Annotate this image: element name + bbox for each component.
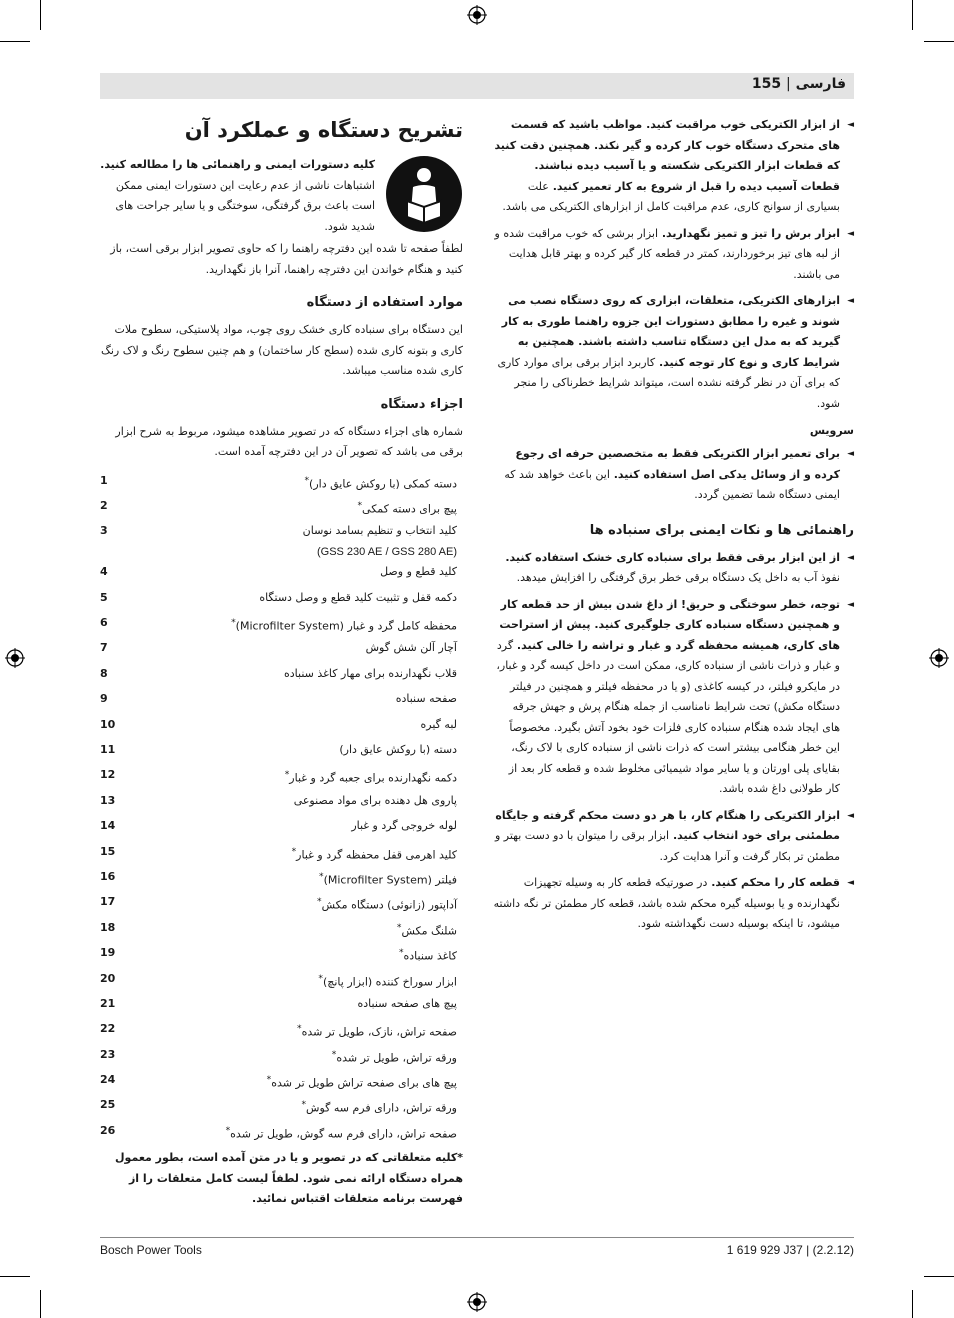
parts-list-item: [100, 638, 463, 663]
crop-mark: [912, 0, 913, 30]
parts-list-item: [100, 943, 463, 968]
usage-heading: موارد استفاده از دستگاه: [306, 295, 463, 310]
bullet-item: [492, 548, 854, 589]
crop-mark: [912, 1290, 913, 1318]
part-number: 20: [100, 971, 116, 985]
part-footnote-star: *: [231, 617, 236, 629]
part-description: [122, 471, 463, 495]
part-text: دکمه قفل و تثبیت کلید قطع و وصل دستگاه: [259, 590, 457, 604]
parts-heading: اجزاء دستگاه: [380, 396, 463, 412]
parts-list-item: [100, 562, 463, 587]
parts-list-item: [100, 496, 463, 521]
header-separator: |: [785, 76, 791, 92]
part-description: [122, 918, 463, 942]
part-text: قلاب نگهدارنده برای مهار کاغذ سنباده: [283, 666, 457, 680]
part-number: 19: [100, 946, 116, 960]
page-title: تشریح دستگاه و عملکرد آن: [184, 118, 463, 142]
part-footnote-star: *: [266, 1074, 272, 1086]
bullet-bold-text: از این ابزار برقی فقط برای سنباده کاری خشک استفاده کنید.: [505, 550, 840, 564]
part-description: [122, 740, 463, 761]
parts-list-item: [100, 994, 463, 1019]
part-text: صفحه تراش، نازک، طویل تر شده: [301, 1025, 457, 1039]
part-description: [122, 638, 463, 659]
bullet-bold-text: از ابزار الکتریکی خوب مراقبت کنید. مواظب باشید که قسمت های متحرک دستگاه خوب کار کرده و گیر نکند. همچنین دقت کنید که قطعات ابزار الکتریکی شکسته و یا آسیب دیده نباشند. قطعات آسیب دیده را قبل از شروع به کار تعمیر کنید.: [494, 118, 840, 193]
part-number: 13: [100, 793, 116, 807]
crop-mark: [40, 0, 41, 30]
part-text: کلید انتخاب و تنظیم بسامد نوسان: [302, 524, 457, 538]
part-description: [122, 521, 463, 562]
part-number: 17: [100, 895, 116, 909]
part-number: 22: [100, 1022, 116, 1036]
part-number: 26: [100, 1123, 116, 1137]
part-footnote-star: *: [331, 1048, 337, 1060]
footer-doc-id: 1 619 929 J37 | (2.2.12): [726, 1243, 854, 1257]
footer-brand: Bosch Power Tools: [100, 1243, 202, 1257]
bullet-item: [492, 595, 854, 800]
part-description: [122, 765, 463, 789]
part-footnote-star: *: [301, 1099, 307, 1111]
part-text: کلید اهرمی قفل محفظه گرد و غبار: [296, 848, 457, 862]
triangle-bullet-icon: ◄: [847, 810, 854, 821]
part-footnote-star: *: [317, 896, 322, 908]
part-number: 9: [100, 692, 108, 706]
bullet-bold-text: ابزارهای الکتریکی، متعلقات، ابزاری که روی دستگاه نصب می شوند و غیره را مطابق دستورات این جزوه راهنما طوری به کار گیرید که به مدل این دستگاه تناسب داشته باشند. همچنین به شرایط کاری و نوع کار توجه کنید.: [501, 294, 840, 369]
footnote: *کلیه متعلقاتی که در تصویر و یا در متن آمده است، بطور معمول همراه دستگاه ارائه نمی شود. لطفاً لیست کامل متعلقات را از فهرست برنامه متعلقات اقتباس نمائید.: [115, 1151, 463, 1206]
registration-mark-icon: [467, 1292, 487, 1312]
part-description: [122, 664, 463, 685]
part-description: [122, 613, 463, 637]
footer-divider: [100, 1237, 854, 1238]
bullet-item: [492, 444, 854, 506]
part-number: 2: [100, 498, 108, 512]
part-text: پیچ های برای صفحه تراش طویل تر شده: [271, 1076, 457, 1090]
part-number: 21: [100, 996, 116, 1010]
part-number: 23: [100, 1047, 116, 1061]
warning-text: [100, 155, 375, 237]
crop-mark: [0, 1276, 30, 1277]
service-bullets: [492, 444, 854, 506]
intro-paragraph: لطفاً صفحه تا شده این دفترچه راهنما را که حاوی تصویر ابزار برقی است، باز کنید و هنگام خواندن این دفترچه راهنما، آنرا باز نگهدارید.: [110, 242, 463, 276]
part-number: 25: [100, 1098, 116, 1112]
warning-normal: اشتباهات ناشی از عدم رعایت این دستورات ایمنی ممکن است باعث برق گرفتگی، سوختگی و یا سایر جراحت های شدید شود.: [115, 178, 375, 233]
part-text: صفحه تراش، دارای فرم سه گوش، طویل تر شده: [230, 1127, 457, 1141]
parts-list-item: [100, 791, 463, 816]
bullet-item: [492, 806, 854, 868]
parts-list-item: [100, 1121, 463, 1146]
parts-list-item: [100, 1045, 463, 1070]
part-description: [122, 496, 463, 520]
parts-list-item: [100, 521, 463, 562]
part-text: فیلتر (Microfilter System): [323, 873, 457, 887]
part-number: 12: [100, 768, 116, 782]
part-footnote-star: *: [284, 769, 290, 781]
parts-list-item: [100, 816, 463, 841]
triangle-bullet-icon: ◄: [847, 120, 854, 130]
registration-mark-icon: [929, 648, 949, 668]
triangle-bullet-icon: ◄: [847, 878, 854, 888]
part-description: [122, 892, 463, 916]
parts-list-item: [100, 740, 463, 765]
bullet-bold-text: توجه، خطر سوختگی و حریق! از داغ شدن بیش از حد قطعه کار و همچنین دستگاه سنباده کاری جلوگیری کنید. پیش از استراحت های کاری، همیشه محفظه گرد و غبار و تراشه را خالی کنید.: [499, 597, 840, 652]
parts-list-item: [100, 588, 463, 613]
bullet-normal-text: ابزار برشی که خوب مراقبت شده و از لبه های تیز برخوردارند، کمتر در قطعه کار گیر کرده و بهتر قابل هدایت می باشند.: [494, 226, 840, 281]
part-number: 8: [100, 666, 108, 680]
parts-list-item: [100, 867, 463, 892]
header-language: فارسی: [795, 76, 846, 92]
part-text: صفحه سنباده: [395, 692, 457, 706]
registration-mark-icon: [5, 648, 25, 668]
parts-list-item: [100, 765, 463, 790]
bullet-bold-text: برای تعمیر ابزار الکتریکی فقط به متخصصین حرفه ای رجوع کرده و از وسائل یدکی اصل استفاده کنید.: [515, 447, 840, 481]
safety-heading: راهنمائی ها و نکات ایمنی برای سنباده ها: [589, 522, 854, 538]
read-manual-icon: [385, 155, 463, 233]
part-text: کلید قطع و وصل: [380, 565, 457, 579]
part-footnote-star: *: [304, 474, 310, 486]
bullet-bold-text: ابزار برش را تیز و تمیز نگهدارید.: [658, 226, 840, 240]
bullet-bold-text: قطعه کار را محکم کنید.: [707, 876, 840, 889]
part-number: 14: [100, 819, 116, 833]
part-number: 4: [100, 565, 108, 579]
crop-mark: [924, 1276, 954, 1277]
service-heading: سرویس: [809, 424, 854, 437]
bullets-top: [492, 115, 854, 414]
part-text: محفظه کامل گرد و غبار (Microfilter System): [235, 619, 457, 633]
part-number: 1: [100, 473, 108, 487]
part-footnote-star: *: [318, 972, 323, 984]
crop-mark: [40, 1290, 41, 1318]
part-footnote-star: *: [357, 499, 363, 511]
page-number: 155: [751, 76, 782, 92]
registration-mark-icon: [467, 5, 487, 25]
part-text: آچار آلن شش گوش: [365, 641, 457, 655]
bullet-item: [492, 291, 854, 414]
safety-bullets: [492, 548, 854, 935]
part-text: پاروی هل دهنده برای مواد مصنوعی: [293, 793, 457, 807]
bullet-normal-text: این باعث خواهد شد که ایمنی دستگاه شما تضمین گردد.: [504, 467, 840, 501]
part-footnote-star: *: [319, 870, 324, 882]
part-description: [122, 1121, 463, 1145]
bullet-normal-text: کاربرد ابزار برقی برای موارد کاری که برای آن در نظر گرفته نشده است، میتواند شرایط خطرناکی را منجر شود.: [497, 355, 840, 410]
part-text: پیچ برای دسته کمکی: [362, 502, 457, 516]
parts-list-item: [100, 842, 463, 867]
bullet-normal-text: نفوذ آب به داخل یک دستگاه برقی خطر برق گرفتگی را افزایش میدهد.: [516, 571, 840, 584]
part-footnote-star: *: [225, 1124, 231, 1136]
part-text: کاغذ سنباده: [403, 949, 457, 963]
page-header: [100, 73, 854, 99]
part-description: [122, 867, 463, 891]
part-description: [122, 689, 463, 710]
bullet-bold-text: ابزار الکتریکی را هنگام کار، با هر دو دست محکم گرفته و جایگاه مطمئنی برای خود انتخاب کنید.: [495, 808, 840, 842]
triangle-bullet-icon: ◄: [847, 599, 854, 610]
bullet-item: [492, 115, 854, 218]
bullet-normal-text: گرد و غبار و ذرات ناشی از سنباده کاری، ممکن است در داخل کیسه گرد و غبار، در مایکرو فیلتر، در کیسه کاغذی (و یا در محفظه فیلتر و همچنین در فیلتر دستگاه مکش) تحت شرایط نامناسب از جمله هنگام پرش و جهش جرقه های ایجاد شده هنگام سنباده کاری فلزات خود بخود آتش بگیرد. مخصوصاً این خطر هنگامی بیشتر است که ذرات ناشی از سنباده کاری با لاک رنگ، بقایای پلی اورتان و یا سایر مواد شیمیائی مخلوط شده و قطعه کار بعد از کار طولانی داغ شده باشد.: [496, 638, 840, 795]
crop-mark: [924, 41, 954, 42]
bullet-normal-text: علت بسیاری از سوانح کاری، عدم مراقبت کامل از ابزارهای الکتریکی می باشد.: [502, 179, 840, 213]
parts-list-item: [100, 471, 463, 496]
part-footnote-star: *: [398, 947, 404, 959]
part-description: [122, 588, 463, 609]
part-number: 7: [100, 641, 108, 655]
part-description: [122, 562, 463, 583]
bullet-item: [492, 224, 854, 286]
part-footnote-star: *: [291, 845, 297, 857]
part-text: ورقه تراش، دارای فرم سه گوش: [306, 1102, 457, 1116]
part-number: 24: [100, 1073, 116, 1087]
bullet-item: [492, 873, 854, 935]
part-description: [122, 969, 463, 993]
part-text: شلنگ مکش: [401, 924, 457, 938]
part-number: 11: [100, 743, 116, 757]
part-description: [122, 943, 463, 967]
bullet-normal-text: در صورتیکه قطعه کار به وسیله تجهیزات نگهدارنده و یا بوسیله گیره محکم شده باشد، قطعه کار مطمئن تر نگه داشته میشود، تا اینکه بوسیله دست نگهداشته شود.: [493, 876, 840, 930]
parts-list-item: [100, 1095, 463, 1120]
part-model-note: (GSS 230 AE / GSS 280 AE): [316, 545, 457, 558]
part-description: [122, 1095, 463, 1119]
parts-list-item: [100, 1019, 463, 1044]
triangle-bullet-icon: ◄: [847, 552, 854, 563]
triangle-bullet-icon: ◄: [847, 449, 854, 459]
part-number: 15: [100, 844, 116, 858]
part-description: [122, 1045, 463, 1069]
part-footnote-star: *: [297, 1023, 302, 1035]
parts-list-item: [100, 918, 463, 943]
part-number: 10: [100, 717, 116, 731]
part-text: لبه گیره: [420, 717, 457, 731]
bullet-normal-text: ابزار برقی را میتوان با دو دست بهتر و مطمئن تر بکار گرفت و آنرا هدایت کرد.: [494, 829, 840, 863]
part-description: [122, 791, 463, 812]
crop-mark: [0, 41, 30, 42]
part-description: [122, 842, 463, 866]
part-number: 16: [100, 869, 116, 883]
parts-list: [100, 471, 463, 1147]
usage-paragraph: این دستگاه برای سنباده کاری خشک روی چوب، مواد پلاستیکی، سطوح ملات کاری و بتونه کاری شده (سطح کار ساختمان) و هم چنین سطوح رنگ و لاک رنگ کاری شده مناسب میباشد.: [101, 323, 463, 377]
part-text: لوله خروجی گرد و غبار: [351, 819, 457, 833]
parts-intro: شماره های اجزاء دستگاه که در تصویر مشاهده میشود، مربوط به شرح ابزار برقی می باشد که تصویر آن در این دفترچه آمده است.: [115, 424, 463, 458]
triangle-bullet-icon: ◄: [847, 228, 854, 239]
part-description: [122, 1019, 463, 1043]
part-number: 5: [100, 590, 108, 604]
parts-list-item: [100, 613, 463, 638]
parts-list-item: [100, 664, 463, 689]
warning-bold: کلیه دستورات ایمنی و راهنمائی ها را مطالعه کنید.: [100, 158, 375, 171]
right-column: [492, 115, 854, 941]
part-text: دکمه نگهدارنده برای جعبه گرد و غبار: [289, 772, 457, 786]
parts-list-item: [100, 892, 463, 917]
part-text: پیچ های صفحه سنباده: [357, 996, 457, 1010]
part-text: آداپتور (زانوئی) دستگاه مکش: [321, 899, 457, 913]
part-number: 3: [100, 524, 108, 538]
part-number: 18: [100, 920, 116, 934]
part-text: ورقه تراش، طویل تر شده: [336, 1051, 457, 1065]
part-description: [122, 715, 463, 736]
parts-list-item: [100, 969, 463, 994]
header-text: [752, 76, 846, 92]
left-column: [100, 115, 463, 1214]
part-footnote-star: *: [396, 921, 402, 933]
part-text: ابزار سوراخ کننده (ابزار پانچ): [322, 975, 457, 989]
part-description: [122, 1070, 463, 1094]
triangle-bullet-icon: ◄: [847, 296, 854, 306]
part-text: دسته کمکی (با روکش عایق دار): [309, 477, 457, 491]
parts-list-item: [100, 715, 463, 740]
parts-list-item: [100, 1070, 463, 1095]
warning-block: [100, 155, 463, 237]
part-text: دسته (با روکش عایق دار): [339, 743, 457, 757]
part-number: 6: [100, 616, 108, 630]
part-description: [122, 994, 463, 1015]
part-description: [122, 816, 463, 837]
parts-list-item: [100, 689, 463, 714]
